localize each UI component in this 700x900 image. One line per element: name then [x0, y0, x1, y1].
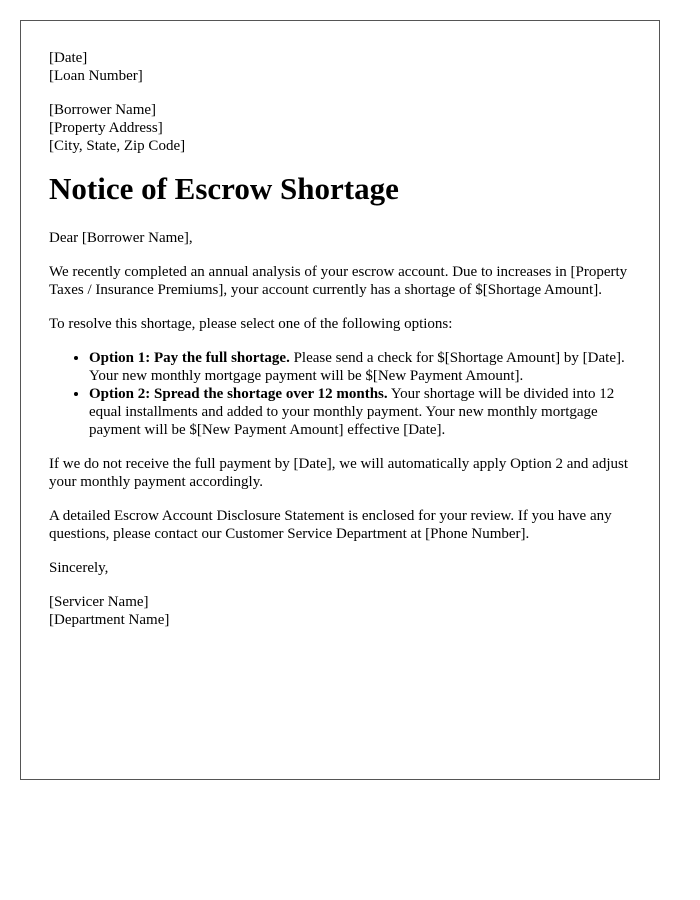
default-action-paragraph: If we do not receive the full payment by [Date], we will automatically apply Option 2 and adjust your monthly payment accordingly. [49, 456, 628, 490]
recipient-block [49, 101, 639, 155]
options-intro-paragraph: To resolve this shortage, please select one of the following options: [49, 316, 453, 332]
department-name-line: [Department Name] [49, 612, 170, 628]
options-list [49, 349, 639, 439]
letter-header [49, 49, 639, 85]
signoff: Sincerely, [49, 560, 109, 576]
letter-title: Notice of Escrow Shortage [49, 171, 399, 206]
intro-paragraph: We recently completed an annual analysis of your escrow account. Due to increases in [Property Taxes / Insurance Premiums], your account currently has a shortage of $[Shortage Amount]. [49, 264, 628, 298]
city-state-zip-line: [City, State, Zip Code] [49, 138, 186, 154]
servicer-name-line: [Servicer Name] [49, 594, 149, 610]
option-item-2 [89, 385, 639, 439]
option-1-label: Option 1: Pay the full shortage. [89, 350, 290, 366]
option-2-label: Option 2: Spread the shortage over 12 months. [89, 386, 388, 402]
salutation: Dear [Borrower Name], [49, 230, 193, 246]
option-2-text: Your shortage will be divided into 12 equal installments and added to your monthly payment. Your new monthly mortgage payment will be $[New Payment Amount] effective [Date]. [89, 386, 615, 438]
loan-number-line: [Loan Number] [49, 68, 143, 84]
property-address-line: [Property Address] [49, 120, 163, 136]
enclosure-paragraph: A detailed Escrow Account Disclosure Statement is enclosed for your review. If you have any questions, please contact our Customer Service Department at [Phone Number]. [49, 508, 612, 542]
option-item-1 [89, 349, 639, 385]
date-line: [Date] [49, 50, 88, 66]
option-1-text: Please send a check for $[Shortage Amount] by [Date]. Your new monthly mortgage payment will be $[New Payment Amount]. [89, 350, 625, 384]
letter-content [49, 49, 639, 645]
signature-block [49, 593, 639, 629]
letter-page [20, 20, 660, 780]
borrower-name-line: [Borrower Name] [49, 102, 157, 118]
